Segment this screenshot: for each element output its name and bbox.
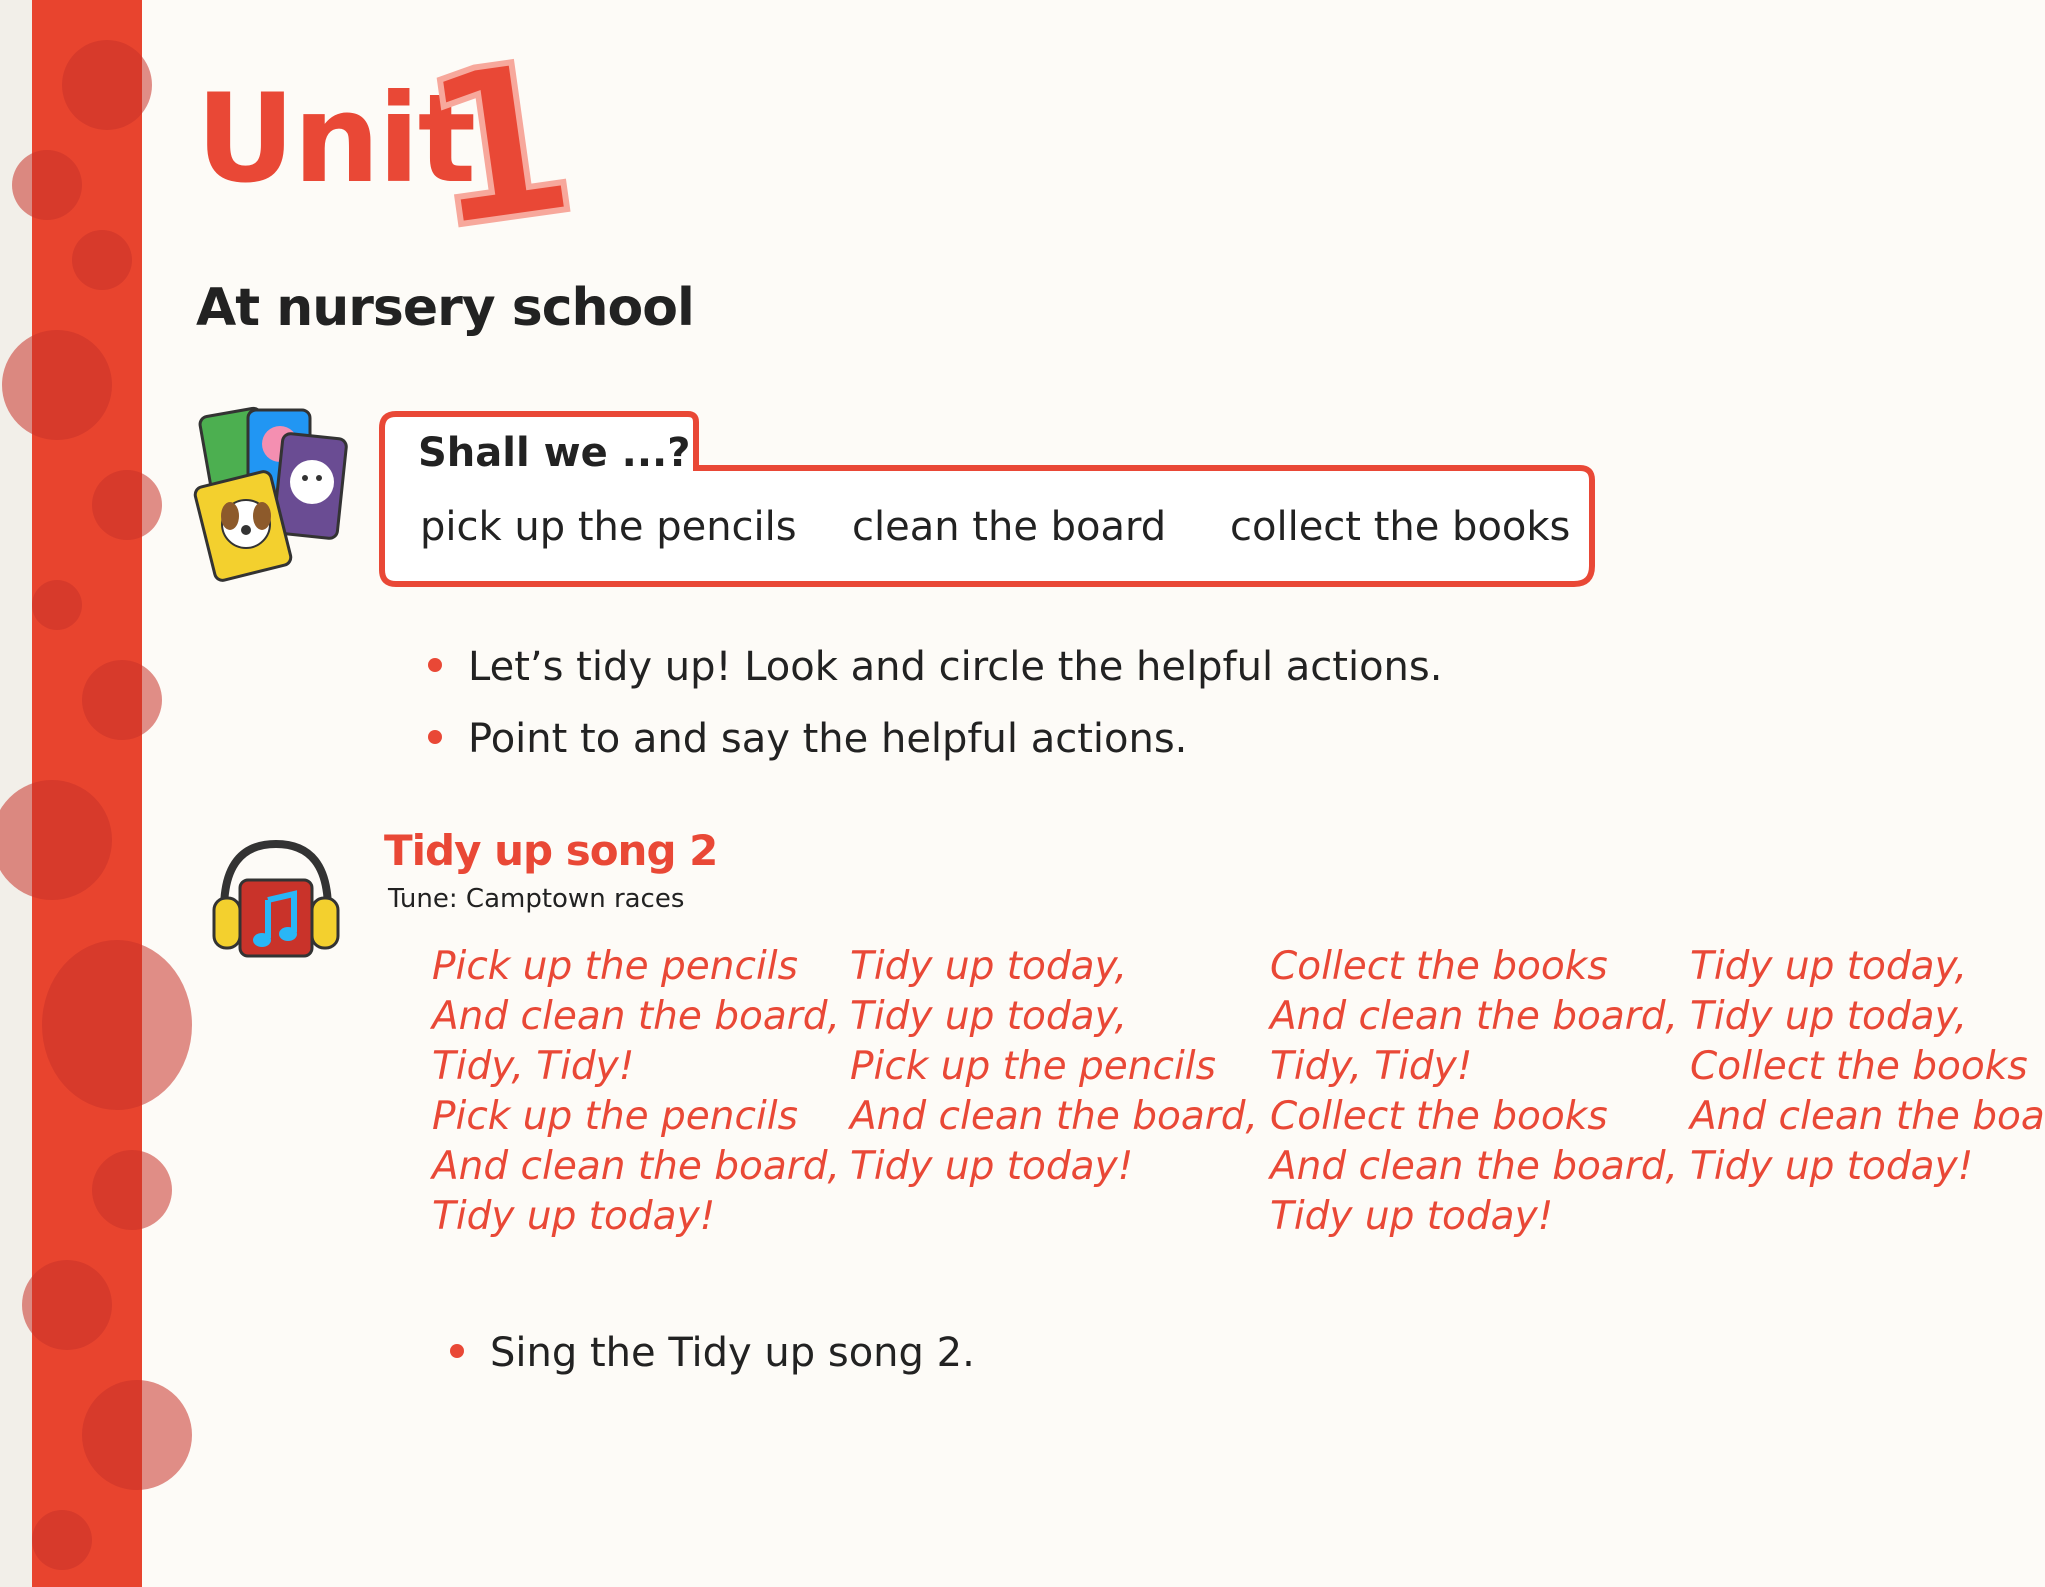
verse-line: Tidy up today, <box>850 944 1128 989</box>
unit-number-text: 1 <box>409 13 589 277</box>
verse-line: Tidy up today, <box>1690 994 1968 1039</box>
verse-line: And clean the board, <box>1270 1144 1678 1189</box>
instruction-text: Sing the Tidy up song 2. <box>490 1330 975 1376</box>
instruction-text: Point to and say the helpful actions. <box>468 716 1188 762</box>
verse-line: Tidy up today! <box>432 1194 716 1239</box>
verse-line: Pick up the pencils <box>432 944 798 989</box>
verse-line: Tidy, Tidy! <box>1270 1044 1473 1089</box>
phrase-box-title: Shall we ...? <box>418 430 691 476</box>
phrase-item-pick-up-pencils: pick up the pencils <box>420 504 797 550</box>
verse-line: And clean the board, <box>432 994 840 1039</box>
verse-line: Collect the books <box>1690 1044 2028 1089</box>
verse-line: Tidy up today! <box>1690 1144 1974 1189</box>
verse-line: Tidy up today, <box>1690 944 1968 989</box>
decorative-side-band <box>32 0 142 1587</box>
bullet <box>428 658 442 672</box>
instruction-sing-song <box>450 1330 975 1376</box>
page-title: At nursery school <box>196 278 694 338</box>
song-verse-3 <box>1270 942 1678 1242</box>
unit-label: Unit <box>196 68 475 210</box>
instruction-text: Let’s tidy up! Look and circle the helpful actions. <box>468 644 1443 690</box>
headphones-music-icon <box>210 836 342 960</box>
phrase-item-collect-books: collect the books <box>1230 504 1571 550</box>
verse-line: And clean the boa <box>1690 1094 2045 1139</box>
bullet <box>450 1344 464 1358</box>
verse-line: Tidy, Tidy! <box>432 1044 635 1089</box>
verse-line: Pick up the pencils <box>850 1044 1216 1089</box>
instruction-point-and-say <box>428 716 1187 762</box>
verse-line: Pick up the pencils <box>432 1094 798 1139</box>
verse-line: Collect the books <box>1270 1094 1608 1139</box>
song-title: Tidy up song 2 <box>384 826 718 875</box>
song-tune: Tune: Camptown races <box>388 884 685 914</box>
phrase-item-clean-board: clean the board <box>852 504 1167 550</box>
verse-line: And clean the board, <box>432 1144 840 1189</box>
flashcards-icon <box>196 406 346 576</box>
instruction-tidy-up <box>428 644 1442 690</box>
song-verse-1 <box>432 942 840 1242</box>
bullet <box>428 730 442 744</box>
unit-number <box>409 13 589 277</box>
phrase-box <box>378 404 1600 596</box>
verse-line: And clean the board, <box>850 1094 1258 1139</box>
verse-line: And clean the board, <box>1270 994 1678 1039</box>
song-verse-2 <box>850 942 1258 1192</box>
verse-line: Collect the books <box>1270 944 1608 989</box>
verse-line: Tidy up today, <box>850 994 1128 1039</box>
verse-line: Tidy up today! <box>850 1144 1134 1189</box>
verse-line: Tidy up today! <box>1270 1194 1554 1239</box>
song-verse-4 <box>1690 942 2045 1192</box>
